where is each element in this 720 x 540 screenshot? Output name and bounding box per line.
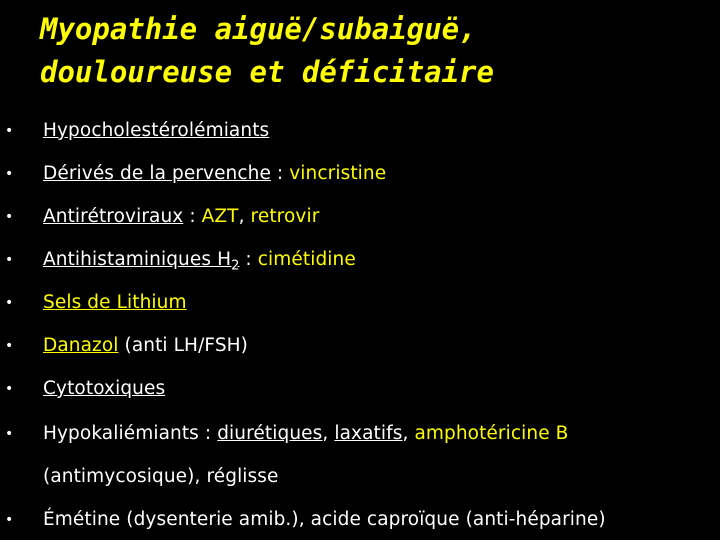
comma: , [238, 206, 251, 227]
drug-example: cimétidine [257, 249, 356, 270]
drug-continuation: (antimycosique), réglisse [43, 466, 279, 487]
list-item-hypocholesterolemiants [0, 115, 720, 147]
drug-class-name: Cytotoxiques [43, 378, 166, 399]
item-text [43, 287, 187, 319]
drug-class-name-main: Antihistaminiques H [43, 249, 232, 270]
item-text-continued [43, 461, 279, 493]
list-item-cytotoxiques [0, 373, 720, 405]
slide-title-line-2: douloureuse et déficitaire [40, 55, 494, 89]
drug-note: (anti LH/FSH) [118, 335, 248, 356]
drug-class-name: Danazol [43, 335, 119, 356]
subscript: 2 [231, 258, 240, 274]
list-item-antiretroviraux [0, 201, 720, 233]
list-item-pervenche [0, 158, 720, 190]
drug-class-name: Émétine (dysenterie amib.), acide caproïque (anti-héparine) [43, 509, 606, 530]
list-item-hypokaliemiants-continued [0, 461, 720, 493]
item-text [43, 201, 319, 233]
bullet-icon: • [5, 123, 14, 139]
bullet-icon: • [5, 252, 14, 268]
drug-class-laxatifs: laxatifs [334, 423, 403, 444]
item-text [43, 115, 269, 147]
drug-class-lead: Hypokaliémiants : [43, 423, 218, 444]
drug-class-name [43, 249, 240, 274]
bullet-icon: • [5, 166, 14, 182]
drug-example: vincristine [289, 163, 387, 184]
bullet-icon: • [5, 338, 14, 354]
item-text [43, 504, 606, 536]
drug-example: AZT [201, 206, 239, 227]
bullet-icon: • [5, 295, 14, 311]
item-text [43, 158, 386, 190]
bullet-icon: • [5, 512, 14, 528]
comma: , [402, 423, 415, 444]
separator: : [183, 206, 202, 227]
list-item-antihistaminiques [0, 244, 720, 276]
item-text [43, 330, 248, 362]
item-text [43, 244, 356, 276]
item-text [43, 418, 568, 450]
list-item-hypokaliemiants [0, 418, 720, 450]
item-text [43, 373, 165, 405]
list-item-lithium [0, 287, 720, 319]
bullet-icon: • [5, 426, 14, 442]
list-item-danazol [0, 330, 720, 362]
bullet-icon: • [5, 381, 14, 397]
drug-class-name: Antirétroviraux [43, 206, 184, 227]
drug-class-diuretiques: diurétiques [217, 423, 323, 444]
separator: : [270, 163, 290, 184]
drug-class-name: Hypocholestérolémiants [43, 120, 270, 141]
slide-title-line-1: Myopathie aiguë/subaiguë, [40, 12, 477, 46]
separator: : [239, 249, 258, 270]
drug-example-2: retrovir [250, 206, 320, 227]
drug-class-name: Sels de Lithium [43, 292, 187, 313]
drug-example: amphotéricine B [414, 423, 569, 444]
comma: , [322, 423, 335, 444]
list-item-emetine [0, 504, 720, 536]
drug-class-name: Dérivés de la pervenche [43, 163, 271, 184]
bullet-icon: • [5, 209, 14, 225]
